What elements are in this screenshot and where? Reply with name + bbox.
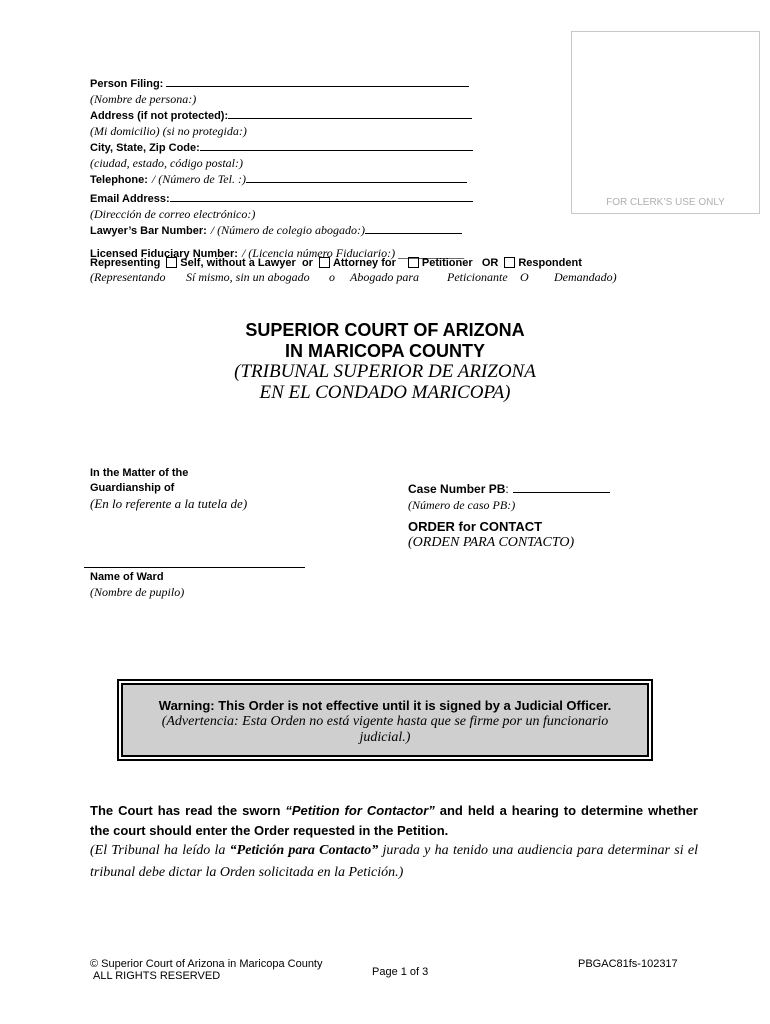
body-p2-a: (El Tribunal ha leído la	[90, 843, 230, 858]
email-field[interactable]	[170, 190, 473, 202]
ward-block	[90, 570, 184, 600]
order-title: ORDER for CONTACT	[408, 519, 543, 534]
self-label: Self, without a Lawyer	[180, 257, 296, 269]
respondent-label: Respondent	[518, 257, 582, 269]
footer-copyright: © Superior Court of Arizona in Maricopa County	[90, 958, 323, 970]
city-label: City, State, Zip Code:	[90, 142, 200, 154]
or-label-2-es: O	[520, 270, 529, 284]
representing-label-es: (Representando	[90, 270, 166, 284]
representing-label: Representing	[90, 257, 161, 269]
attorney-checkbox[interactable]	[319, 257, 330, 268]
case-number-label: Case Number PB	[408, 482, 506, 496]
telephone-label: Telephone:	[90, 174, 148, 186]
petitioner-label-es: Peticionante	[447, 270, 508, 284]
bar-number-label: Lawyer’s Bar Number:	[90, 225, 207, 237]
or-label: or	[301, 257, 313, 269]
telephone-field[interactable]	[246, 171, 467, 183]
court-title	[0, 320, 770, 362]
city-label-es: (ciudad, estado, código postal:)	[90, 156, 243, 170]
fiduciary-label: Licensed Fiduciary Number:	[90, 248, 238, 260]
warning-box	[117, 679, 653, 761]
email-label: Email Address:	[90, 193, 170, 205]
person-filing-field[interactable]	[166, 75, 469, 87]
person-filing-label: Person Filing:	[90, 78, 164, 90]
address-label: Address (if not protected):	[90, 110, 229, 122]
footer-copyright-block	[90, 958, 323, 982]
clerk-use-box	[571, 31, 760, 214]
case-number-colon: :	[505, 482, 509, 496]
matter-block	[90, 466, 247, 511]
filer-info	[90, 75, 473, 262]
body-paragraph-es	[90, 840, 698, 884]
matter-line2: Guardianship of	[90, 482, 175, 494]
or-label-2: OR	[481, 257, 499, 269]
respondent-checkbox[interactable]	[504, 257, 515, 268]
warning-box-inner	[121, 683, 649, 757]
body-p1-petition: “Petition for Contactor”	[285, 803, 435, 818]
address-label-es: (Mi domicilio) (si no protegida:)	[90, 124, 247, 138]
warning-text-es: (Advertencia: Esta Orden no está vigente hasta que se firme por un funcionario judicial.)	[161, 714, 609, 745]
footer-form-id: PBGAC81fs-102317	[578, 958, 678, 970]
telephone-label-es: / (Número de Tel. :)	[151, 172, 246, 186]
email-label-es: (Dirección de correo electrónico:)	[90, 207, 256, 221]
representing-row	[90, 256, 582, 271]
person-filing-label-es: (Nombre de persona:)	[90, 92, 197, 106]
matter-line1: In the Matter of the	[90, 467, 189, 479]
court-title-line2-es: EN EL CONDADO MARICOPA)	[259, 382, 511, 403]
ward-label-es: (Nombre de pupilo)	[90, 585, 185, 599]
self-label-es: Sí mismo, sin un abogado	[186, 270, 310, 284]
footer-rights: ALL RIGHTS RESERVED	[93, 970, 221, 982]
court-title-line1: SUPERIOR COURT OF ARIZONA	[245, 320, 525, 340]
address-field[interactable]	[228, 107, 472, 119]
attorney-label-es: Abogado para	[350, 270, 419, 284]
footer-page-number: Page 1 of 3	[372, 966, 429, 978]
city-field[interactable]	[200, 139, 473, 151]
petitioner-label: Petitioner	[421, 257, 473, 269]
respondent-label-es: Demandado)	[554, 270, 617, 284]
body-p2-c: jurada y ha tenido una audiencia para determinar si el tribunal debe dictar la Orden solicitada en la Petición.)	[90, 843, 698, 880]
clerk-use-label: FOR CLERK’S USE ONLY	[606, 197, 725, 208]
court-title-es	[0, 361, 770, 403]
body-p1-a: The Court has read the sworn	[90, 803, 286, 818]
case-number-label-es: (Número de caso PB:)	[408, 498, 516, 512]
ward-label: Name of Ward	[90, 571, 164, 583]
bar-number-field[interactable]	[365, 222, 462, 234]
body-paragraph-en	[90, 801, 698, 841]
self-checkbox[interactable]	[166, 257, 177, 268]
order-title-es: (ORDEN PARA CONTACTO)	[408, 535, 575, 550]
case-number-field[interactable]	[513, 481, 610, 493]
body-p1-c: and held a hearing to determine whether the court should enter the Order requested in the Petition.	[90, 803, 698, 838]
matter-line-es: (En lo referente a la tutela de)	[90, 496, 248, 511]
attorney-label: Attorney for	[332, 257, 396, 269]
fiduciary-label-es: / (Licencia número Fiduciario:) ___________	[241, 246, 465, 260]
or-label-es: o	[329, 270, 335, 284]
representing-row-es	[90, 270, 650, 285]
case-block	[408, 481, 610, 551]
bar-number-label-es: / (Número de colegio abogado:)	[210, 223, 365, 237]
court-title-line1-es: (TRIBUNAL SUPERIOR DE ARIZONA	[234, 361, 536, 382]
body-p2-peticion: “Petición para Contacto”	[229, 843, 379, 858]
petitioner-checkbox[interactable]	[408, 257, 419, 268]
warning-text: Warning: This Order is not effective until it is signed by a Judicial Officer.	[158, 698, 612, 713]
court-title-line2: IN MARICOPA COUNTY	[285, 341, 485, 361]
ward-name-line[interactable]	[84, 567, 305, 568]
